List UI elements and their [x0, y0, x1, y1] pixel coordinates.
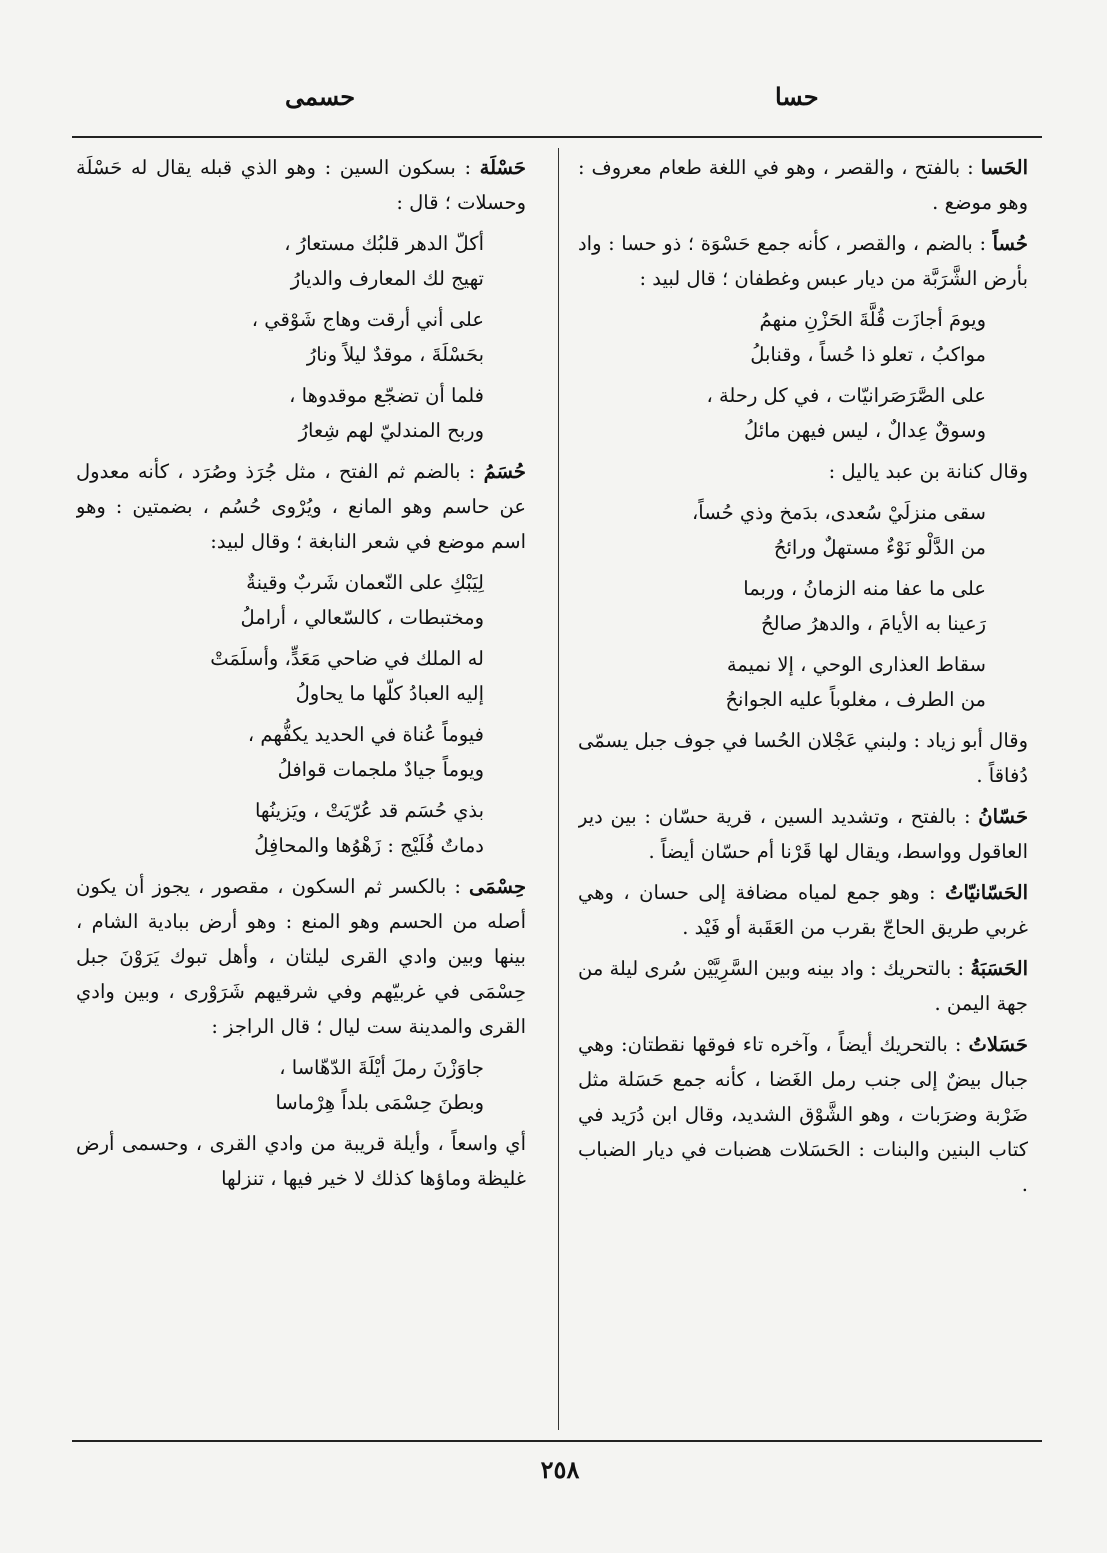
- verse-line: سقاط العذارى الوحي ، إلا نميمة: [726, 653, 986, 676]
- entry-note: وقال أبو زياد : ولبني عَجْلان الحُسا في جوف جبل يسمّى دُفاقاً .: [578, 729, 1028, 787]
- entry-hasalat: [578, 1027, 1028, 1202]
- verse-line: ويومَ أجازَت قُلَّةَ الحَزْنِ منهمُ: [759, 308, 986, 331]
- verse: [620, 571, 986, 641]
- entry-text: : بالتحريك أيضاً ، وآخره تاء فوقها نقطتان: وهي جبال بيضٌ إلى جنب رمل الغَضا ، كأنه جمع حَسَلة مثل ضَرْبة وضرَبات ، وهو الشَّوْق الشديد، وقال ابن دُرَيد في كتاب البنين والبنات : الحَسَلات هضبات في ديار الضباب .: [578, 1033, 1028, 1196]
- entry-hassan: [578, 799, 1028, 869]
- headword: الحَسّانيّاتُ: [945, 881, 1028, 904]
- column-divider: [558, 148, 559, 1430]
- entry-husan: [578, 226, 1028, 296]
- headword: حِسْمَى: [469, 875, 526, 898]
- entry-text: : بالضم ، والقصر ، كأنه جمع حَسْوَة ؛ ذو حسا : واد بأرض الشَّرَبَّة من ديار عبس وغطفان ؛ قال لبيد :: [578, 232, 1028, 290]
- running-head-right: حسا: [775, 82, 819, 111]
- verse-line: على أني أرقت وهاج شَوْقي ،: [251, 308, 484, 331]
- verse: [118, 226, 484, 296]
- headword: الحَسا: [980, 156, 1028, 179]
- verse-line: وربح المندليّ لهم شِعارُ: [298, 419, 484, 442]
- running-head-left: حسمى: [285, 82, 356, 111]
- verse-line: ويوماً جيادٌ ملجمات قوافلُ: [277, 758, 484, 781]
- verse: [620, 302, 986, 372]
- verse-line: سقى منزلَيْ سُعدى، بدَمخ وذي حُساً،: [691, 501, 986, 524]
- right-column: [578, 150, 1028, 1430]
- verse: [118, 717, 484, 787]
- verse-line: على الصَّرَصَرانيّات ، في كل رحلة ،: [706, 384, 986, 407]
- verse: [118, 565, 484, 635]
- verse-line: بذي حُسَم قد عُرّيَتْ ، ويَزينُها: [254, 799, 484, 822]
- headword: حُسَمُ: [483, 460, 526, 483]
- headword: الحَسَبَةُ: [970, 957, 1028, 980]
- verse: [118, 302, 484, 372]
- headword: حَسَلاتُ: [968, 1033, 1028, 1056]
- entry-al-hasa: [578, 150, 1028, 220]
- verse-line: إليه العبادُ كلّها ما يحاولُ: [295, 682, 484, 705]
- entry-text: : بالفتح ، والقصر ، وهو في اللغة طعام معروف : وهو موضع .: [578, 156, 1028, 214]
- verse-line: تهيج لك المعارف والديارُ: [290, 267, 484, 290]
- entry-hisma: [76, 869, 526, 1044]
- verse-line: رَعينا به الأيامَ ، والدهرُ صالحُ: [761, 612, 986, 635]
- verse: [620, 495, 986, 565]
- entry-text: : بالفتح ، وتشديد السين ، قرية حسّان : بين دير العاقول وواسط، ويقال لها قَرْنا أم حسّان أيضاً .: [578, 805, 1028, 863]
- entry-text: : وهو جمع لمياه مضافة إلى حسان ، وهي غربي طريق الحاجّ بقرب من العَقَبة أو فَيْد .: [578, 881, 1028, 939]
- verse-line: على ما عفا منه الزمانُ ، وربما: [743, 577, 986, 600]
- verse-line: له الملك في ضاحي مَعَدٍّ، وأسلَمَتْ: [210, 647, 484, 670]
- entry-text: : بسكون السين : وهو الذي قبله يقال له حَسْلَة وحسلات ؛ قال :: [76, 156, 526, 214]
- verse: [118, 378, 484, 448]
- header-rule: [72, 136, 1042, 138]
- page-number: ٢٥٨: [540, 1455, 580, 1484]
- verse-line: لِيَبْكِ على النّعمان شَربٌ وقينةٌ: [246, 571, 484, 594]
- entry-text: : بالكسر ثم السكون ، مقصور ، يجوز أن يكون أصله من الحسم وهو المنع : وهو أرض ببادية الشام ، بينها وبين وادي القرى ليلتان ، وأهل تبوك يَرَوْنَ جبل حِسْمَى في غربيّهم وفي شرقيهم شَرَوْرى ، وبين وادي القرى والمدينة ست ليال ؛ قال الراجز :: [76, 875, 526, 1038]
- verse-line: دماتٌ فُلَيْج : زَهْوُها والمحافِلُ: [254, 834, 484, 857]
- verse-line: وبطنَ حِسْمَى بلداً هِرْماسا: [275, 1091, 484, 1114]
- verse-line: وسوقٌ عِدالٌ ، ليس فيهن مائلُ: [743, 419, 986, 442]
- entry-al-hassaniyyat: [578, 875, 1028, 945]
- left-column: [76, 150, 526, 1430]
- quote-intro: وقال كنانة بن عبد ياليل :: [828, 460, 1028, 483]
- headword: حَسْلَة: [479, 156, 526, 179]
- entry-husam: [76, 454, 526, 559]
- verse-line: بحَسْلَةَ ، موقدٌ ليلاً ونارُ: [306, 343, 484, 366]
- entry-al-hasaba: [578, 951, 1028, 1021]
- verse-line: فيوماً عُناة في الحديد يكفُّهم ،: [247, 723, 484, 746]
- verse-line: من الطرف ، مغلوباً عليه الجوانحُ: [725, 688, 986, 711]
- verse-line: مواكبُ ، تعلو ذا حُساً ، وقنابلُ: [750, 343, 986, 366]
- verse-line: فلما أن تضجّع موقدوها ،: [289, 384, 484, 407]
- verse: [620, 378, 986, 448]
- verse-line: جاوَزْنَ رملَ أيْلَةَ الدّهّاسا ،: [279, 1056, 484, 1079]
- entry-text: : بالضم ثم الفتح ، مثل جُرَذ وصُرَد ، كأنه معدول عن حاسم وهو المانع ، ويُرْوى حُسُم ، بضمتين : وهو اسم موضع في شعر النابغة ؛ وقال لبيد:: [76, 460, 526, 553]
- verse-line: أكلّ الدهر قلبُك مستعارُ ،: [284, 232, 484, 255]
- headword: حُساً: [992, 232, 1028, 255]
- entry-text: : بالتحريك : واد بينه وبين السَّرِيَّيْن سُرى ليلة من جهة اليمن .: [578, 957, 1028, 1015]
- verse: [118, 1050, 484, 1120]
- entry-hasla: [76, 150, 526, 220]
- entry-continuation: أي واسعاً ، وأيلة قريبة من وادي القرى ، وحسمى أرض غليظة وماؤها كذلك لا خير فيها ، تنزلها: [76, 1132, 526, 1190]
- verse-line: من الدَّلْو نَوْءٌ مستهلٌ ورائحُ: [773, 536, 986, 559]
- verse: [118, 641, 484, 711]
- footer-rule: [72, 1440, 1042, 1442]
- headword: حَسّانُ: [978, 805, 1028, 828]
- verse-line: ومختبطات ، كالسّعالي ، أراملُ: [240, 606, 484, 629]
- verse: [620, 647, 986, 717]
- verse: [118, 793, 484, 863]
